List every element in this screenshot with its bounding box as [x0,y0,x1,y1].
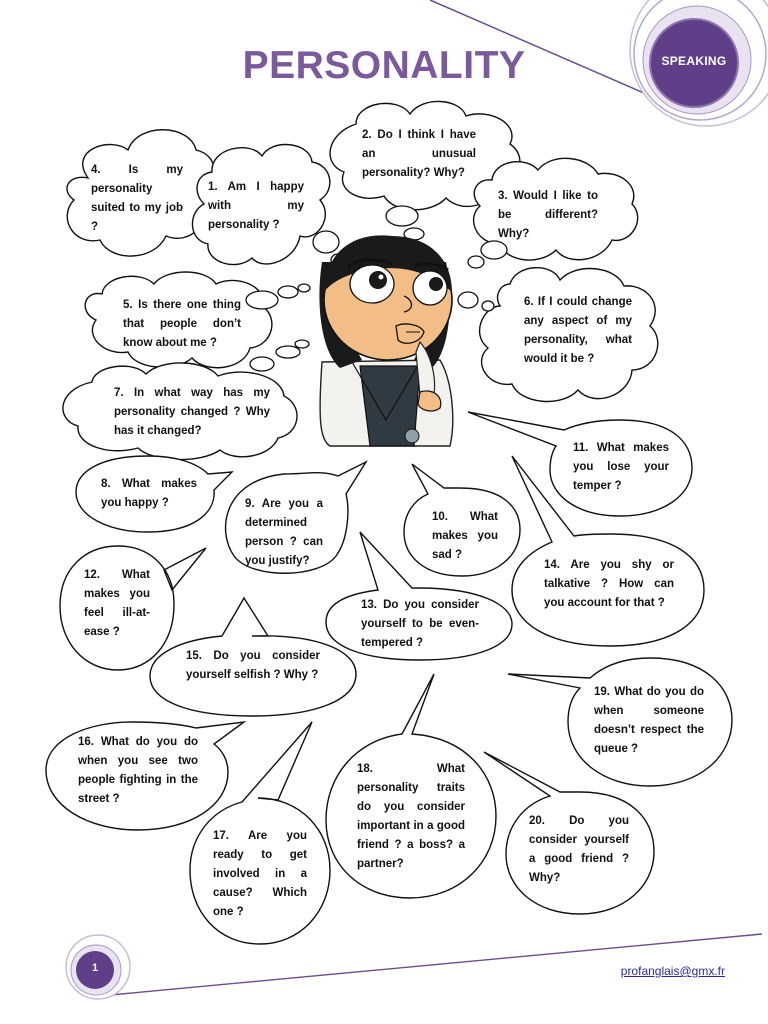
question-10: 10. What makes you sad ? [432,511,498,561]
question-9: 9. Are you a determined person ? can you justify? [245,498,323,567]
question-15: 15. Do you consider yourself selfish ? Why ? [186,650,320,681]
speaking-badge-label: SPEAKING [661,54,727,68]
question-3: 3. Would I like to be different? Why? [498,190,598,240]
question-18: 18. What personality traits do you consider important in a good friend ? a boss? a partner? [357,763,465,870]
question-7: 7. In what way has my personality changed ? Why has it changed? [114,387,270,437]
question-8: 8. What makes you happy ? [101,478,197,509]
page-title: PERSONALITY [242,44,526,87]
question-16: 16. What do you do when you see two people fighting in the street ? [78,736,198,805]
question-4: 4. Is my personality suited to my job ? [91,164,183,233]
email-link[interactable]: profanglais@gmx.fr [620,964,725,978]
question-1: 1. Am I happy with my personality ? [208,181,304,231]
question-17: 17. Are you ready to get involved in a cause? Which one ? [213,830,307,918]
page-number: 1 [91,962,99,974]
question-19: 19. What do you do when someone doesn’t respect the queue ? [594,686,704,755]
question-5: 5. Is there one thing that people don’t know about me ? [123,299,241,349]
question-11: 11. What makes you lose your temper ? [573,442,669,492]
question-14: 14. Are you shy or talkative ? How can you account for that ? [544,559,674,609]
question-20: 20. Do you consider yourself a good friend ? Why? [529,815,629,884]
question-13: 13. Do you consider yourself to be even-tempered ? [361,599,479,649]
question-2: 2. Do I think I have an unusual personality? Why? [362,129,476,179]
question-6: 6. If I could change any aspect of my personality, what would it be ? [524,296,632,365]
question-12: 12. What makes you feel ill-at-ease ? [84,569,150,638]
thinking-person-illustration [319,235,452,446]
